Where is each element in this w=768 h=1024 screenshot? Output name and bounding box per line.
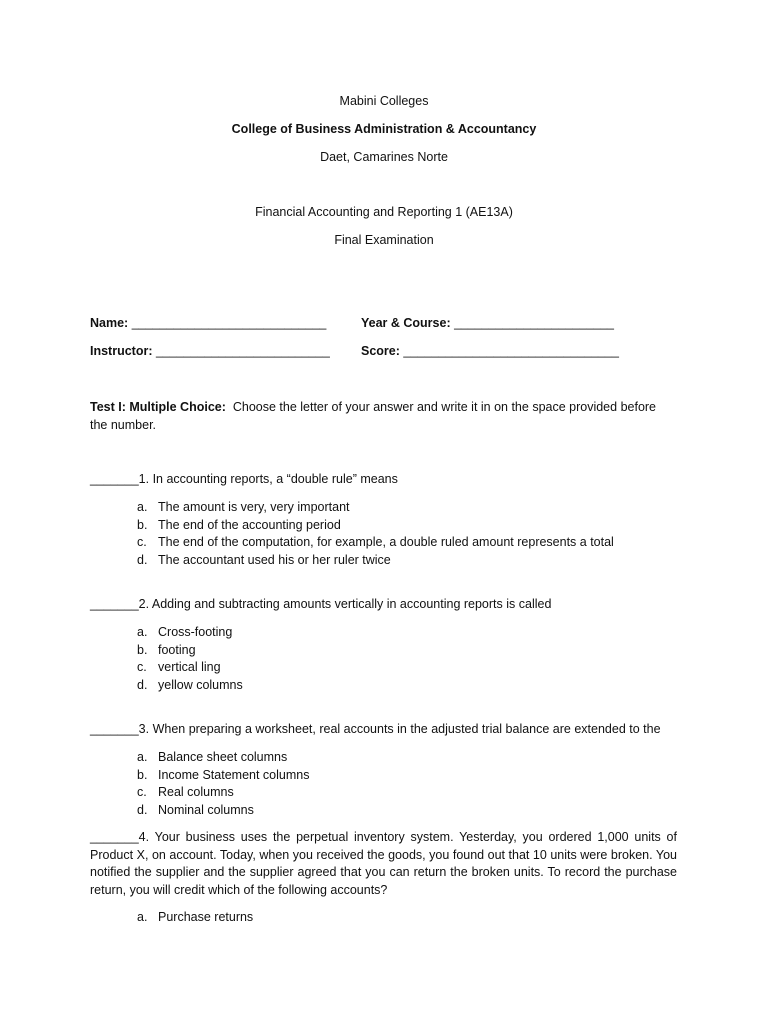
year-course-line: _______________________: [454, 316, 615, 330]
question-4: [90, 829, 677, 899]
question-3: [90, 721, 661, 739]
question-text: 4. Your business uses the perpetual inventory system. Yesterday, you ordered 1,000 units of Product X, on account. Today, when you received the goods, you found out that 10 units were broken. You notified the supplier and the supplier agreed that you can return the broken units. To record the purchase return, you will credit which of the following accounts?: [90, 830, 677, 897]
instructions-text: Choose the letter of your answer and write it in on the space provided before: [232, 400, 657, 414]
instructions: [90, 399, 656, 417]
choice-2c: c. vertical ling: [137, 660, 221, 674]
instructor-field[interactable]: [90, 343, 330, 361]
year-course-label: Year & Course:: [361, 316, 451, 330]
school-location: Daet, Camarines Norte: [320, 150, 448, 164]
score-line: _______________________________: [403, 344, 619, 358]
choice-3d: d. Nominal columns: [137, 803, 254, 817]
question-text: 1. In accounting reports, a “double rule” means: [138, 472, 398, 486]
answer-blank[interactable]: _______: [90, 597, 139, 611]
name-line: ____________________________: [131, 316, 327, 330]
choice-2a: a. Cross-footing: [137, 625, 233, 639]
choice-3c: c. Real columns: [137, 785, 234, 799]
answer-blank[interactable]: _______: [90, 722, 139, 736]
choice-3a: a. Balance sheet columns: [137, 750, 288, 764]
question-text: 3. When preparing a worksheet, real accounts in the adjusted trial balance are extended to the: [138, 722, 661, 736]
name-label: Name:: [90, 316, 129, 330]
answer-blank[interactable]: _______: [90, 472, 139, 486]
school-name: Mabini Colleges: [339, 94, 429, 108]
score-field[interactable]: [361, 343, 619, 361]
question-1: [90, 471, 398, 489]
instructions-text-cont: the number.: [90, 418, 157, 432]
choice-1a: a. The amount is very, very important: [137, 500, 350, 514]
choice-4a: a. Purchase returns: [137, 910, 254, 924]
answer-blank[interactable]: _______: [90, 830, 139, 844]
name-field[interactable]: [90, 315, 326, 333]
choice-2b: b. footing: [137, 643, 196, 657]
instructor-line: _________________________: [155, 344, 330, 358]
college-name: College of Business Administration & Accountancy: [231, 122, 537, 136]
question-text: 2. Adding and subtracting amounts vertically in accounting reports is called: [138, 597, 552, 611]
instructor-label: Instructor:: [90, 344, 153, 358]
choice-1b: b. The end of the accounting period: [137, 518, 341, 532]
score-label: Score:: [361, 344, 400, 358]
exam-title: Final Examination: [334, 233, 434, 247]
course-title: Financial Accounting and Reporting 1 (AE13A): [255, 205, 513, 219]
choice-1c: c. The end of the computation, for example, a double ruled amount represents a total: [137, 535, 614, 549]
choice-3b: b. Income Statement columns: [137, 768, 310, 782]
year-course-field[interactable]: [361, 315, 614, 333]
test-heading: Test I: Multiple Choice:: [90, 400, 226, 414]
choice-2d: d. yellow columns: [137, 678, 243, 692]
question-2: [90, 596, 551, 614]
choice-1d: d. The accountant used his or her ruler twice: [137, 553, 391, 567]
